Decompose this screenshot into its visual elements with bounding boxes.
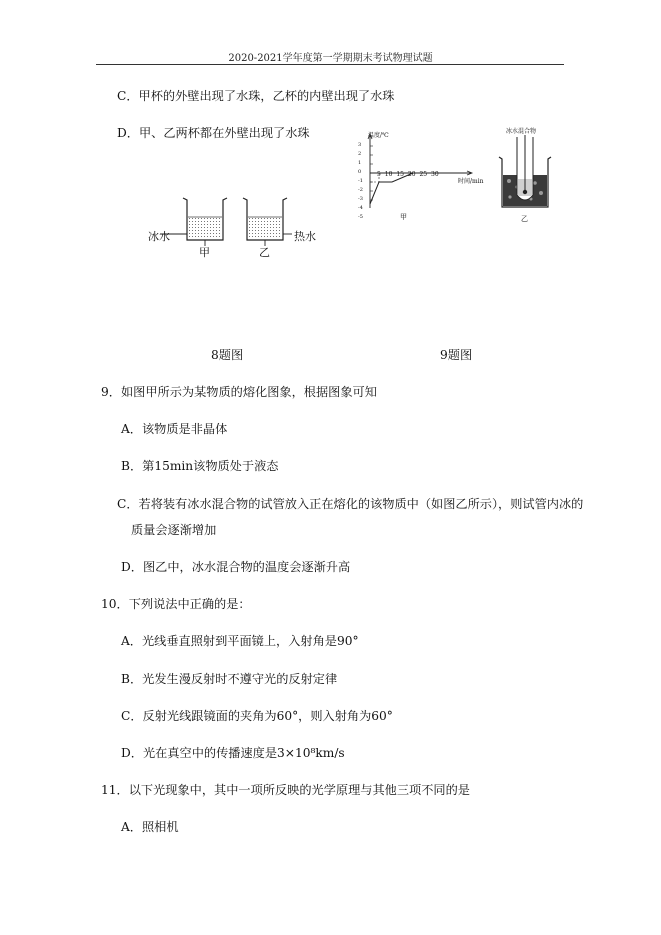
q9-option-c-line2: 质量会逐渐增加: [131, 523, 217, 537]
y-tick: -4: [358, 205, 363, 211]
y-tick: 0: [358, 169, 362, 175]
x-tick-labels: [377, 171, 439, 178]
x-axis-label: 时间/min: [458, 178, 484, 185]
beaker-jia: [160, 198, 227, 246]
q10-option-c: C．反射光线跟镜面的夹角为60°，则入射角为60°: [121, 709, 393, 723]
q10-option-d: D．光在真空中的传播速度是3×10⁸km/s: [121, 746, 345, 760]
header-divider: [96, 64, 564, 65]
q8-option-d: D．甲、乙两杯都在外壁出现了水珠: [117, 126, 310, 140]
y-axis-label: 温度/℃: [368, 132, 389, 139]
graph-label-jia: 甲: [400, 213, 407, 221]
q9-option-b: B．第15min该物质处于液态: [121, 459, 279, 473]
y-tick: -2: [358, 187, 363, 193]
q8-option-c: C．甲杯的外壁出现了水珠，乙杯的内壁出现了水珠: [117, 89, 395, 103]
q9-option-c-line1: C．若将装有冰水混合物的试管放入正在熔化的该物质中（如图乙所示），则试管内冰的: [117, 497, 584, 511]
x-tick: 15: [396, 171, 404, 178]
q9-stem: 9．如图甲所示为某物质的熔化图象，根据图象可知: [101, 385, 377, 399]
q11-stem: 11．以下光现象中，其中一项所反映的光学原理与其他三项不同的是: [101, 783, 470, 797]
y-tick: -5: [358, 214, 363, 220]
y-tick: 2: [358, 151, 362, 157]
y-tick-labels: [358, 141, 363, 222]
q10-option-b: B．光发生漫反射时不遵守光的反射定律: [121, 672, 338, 686]
q11-option-a: A．照相机: [121, 820, 179, 834]
x-tick: 10: [384, 171, 393, 178]
q10-option-a: A．光线垂直照射到平面镜上，入射角是90°: [121, 634, 359, 648]
label-ice-water: 冰水: [148, 230, 170, 243]
caption-figure-9: 9题图: [440, 348, 473, 362]
label-cup-jia: 甲: [199, 246, 210, 259]
caption-figure-8: 8题图: [211, 348, 244, 362]
y-tick: 1: [358, 160, 362, 166]
x-tick: 25: [419, 171, 428, 178]
page-header: 2020-2021学年度第一学期期末考试物理试题: [228, 53, 433, 64]
label-cup-yi: 乙: [259, 246, 270, 259]
y-tick: -1: [358, 178, 363, 184]
q9-option-a: A．该物质是非晶体: [121, 422, 228, 436]
label-ice-water-mixture: 冰水混合物: [506, 128, 537, 135]
x-tick: 20: [407, 171, 416, 178]
y-tick: -3: [358, 196, 363, 202]
q9-option-d: D．图乙中，冰水混合物的温度会逐渐升高: [121, 560, 351, 574]
y-tick: 3: [358, 142, 362, 148]
tube-label-yi: 乙: [521, 215, 528, 223]
figure-9-test-tube: [495, 135, 555, 213]
x-tick: 5: [377, 171, 381, 178]
x-tick: 30: [431, 171, 439, 178]
beaker-yi: [243, 198, 292, 246]
q10-stem: 10．下列说法中正确的是：: [101, 597, 251, 611]
label-hot-water: 热水: [294, 230, 316, 243]
